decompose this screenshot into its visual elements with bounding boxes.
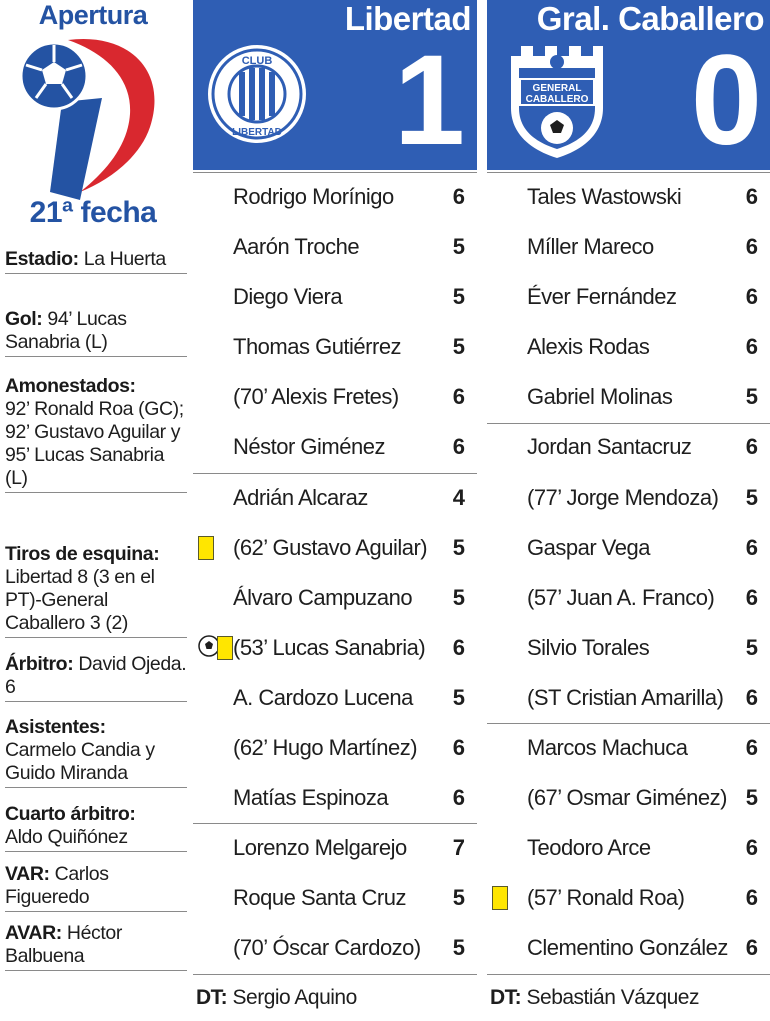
player-rating: 6 (745, 684, 758, 710)
home-team-score: 1 (393, 29, 465, 172)
home-team-crest (205, 42, 309, 151)
info-value: Carmelo Candia y Guido Miranda (5, 739, 155, 784)
info-label: AVAR: (5, 922, 62, 944)
player-row (487, 873, 770, 923)
info-label: Cuarto árbitro: (5, 803, 136, 825)
player-row (193, 923, 477, 973)
player-name: A. Cardozo Lucena (233, 684, 413, 710)
player-rating: 5 (452, 885, 465, 911)
away-team-name: Gral. Caballero (536, 0, 764, 37)
player-row (487, 372, 770, 422)
player-name: Teodoro Arce (527, 835, 651, 861)
player-name: Jordan Santacruz (527, 434, 692, 460)
player-rating: 5 (452, 334, 465, 360)
player-row (487, 322, 770, 372)
info-fourth-official (5, 803, 187, 852)
away-coach (490, 986, 699, 1010)
home-crest-bottom-text: LIBERTAD (232, 127, 282, 138)
player-row (487, 623, 770, 673)
player-rating: 5 (745, 634, 758, 660)
home-coach-name: Sergio Aquino (232, 986, 357, 1009)
away-crest-top-text: GENERAL (532, 83, 582, 94)
group-divider (193, 473, 477, 474)
player-row (487, 523, 770, 573)
player-name: (62’ Hugo Martínez) (233, 735, 418, 761)
group-divider (487, 723, 770, 724)
player-name: (70’ Alexis Fretes) (233, 384, 399, 410)
player-name: Alexis Rodas (527, 334, 650, 360)
info-value: Aldo Quiñónez (5, 826, 128, 848)
tournament-title: Apertura (38, 0, 148, 30)
player-rating: 5 (452, 935, 465, 961)
player-row (487, 422, 770, 472)
away-team-score: 0 (690, 29, 762, 172)
info-label: VAR: (5, 863, 50, 885)
player-row (193, 823, 477, 873)
player-row (487, 823, 770, 873)
away-team-header (487, 0, 770, 170)
player-name: Silvio Torales (527, 634, 650, 660)
player-rating: 5 (745, 484, 758, 510)
player-row (193, 723, 477, 773)
yellow-card-icon (217, 636, 233, 660)
info-stadium (5, 248, 187, 274)
info-cautions (5, 375, 187, 493)
away-coach-name: Sebastián Vázquez (526, 986, 699, 1009)
player-rating: 6 (745, 184, 758, 209)
player-rating: 6 (745, 284, 758, 310)
player-rating: 5 (452, 684, 465, 710)
player-name: Gabriel Molinas (527, 384, 673, 410)
player-name: Gaspar Vega (527, 534, 650, 560)
info-goal (5, 308, 187, 357)
player-row (487, 673, 770, 723)
info-value: Héctor Balbuena (5, 922, 122, 967)
player-name: (57’ Ronald Roa) (527, 885, 685, 911)
round-label: 21ª fecha (29, 196, 157, 229)
player-rating: 6 (745, 885, 758, 911)
tournament-logo (10, 32, 180, 204)
event-icons (492, 885, 508, 911)
player-row (487, 923, 770, 973)
group-divider (487, 172, 770, 173)
player-rating: 6 (745, 334, 758, 360)
player-rating: 6 (452, 434, 465, 460)
info-label: Amonestados: (5, 375, 136, 397)
info-label: Gol: (5, 308, 43, 330)
coach-label: DT: (196, 986, 228, 1009)
info-value: La Huerta (83, 248, 166, 270)
player-name: (70’ Óscar Cardozo) (233, 935, 421, 961)
home-coach (196, 986, 357, 1010)
group-divider (193, 172, 477, 173)
player-name: Éver Fernández (527, 284, 677, 310)
player-rating: 5 (745, 384, 758, 410)
player-name: Clementino González (527, 935, 728, 961)
player-row (487, 773, 770, 823)
player-rating: 6 (452, 785, 465, 811)
player-rating: 7 (452, 835, 465, 861)
player-name: (77’ Jorge Mendoza) (527, 484, 719, 510)
player-rating: 6 (452, 634, 465, 660)
player-row (193, 623, 477, 673)
player-rating: 5 (452, 284, 465, 310)
player-name: Rodrigo Morínigo (233, 184, 394, 209)
info-value: David Ojeda. 6 (5, 653, 187, 698)
player-rating: 5 (745, 785, 758, 811)
player-row (487, 272, 770, 322)
player-row (193, 422, 477, 472)
player-rating: 6 (745, 584, 758, 610)
group-divider (193, 974, 477, 975)
player-row (487, 473, 770, 523)
info-label: Estadio: (5, 248, 79, 270)
yellow-card-icon (198, 536, 214, 560)
player-rating: 6 (745, 434, 758, 460)
player-row (487, 723, 770, 773)
player-name: (53’ Lucas Sanabria) (233, 634, 426, 660)
info-value: Libertad 8 (3 en el PT)-General Caballero 3 (2) (5, 566, 155, 634)
player-row (193, 222, 477, 272)
info-avar (5, 922, 187, 971)
home-lineup (193, 172, 477, 974)
yellow-card-icon (492, 886, 508, 910)
info-label: Asistentes: (5, 716, 106, 738)
info-value: 94’ Lucas Sanabria (L) (5, 308, 127, 353)
player-name: Álvaro Campuzano (233, 584, 413, 610)
player-rating: 6 (745, 735, 758, 761)
coach-label: DT: (490, 986, 522, 1009)
group-divider (487, 974, 770, 975)
info-value: Carlos Figueredo (5, 863, 109, 908)
home-team-header (193, 0, 477, 170)
group-divider (487, 423, 770, 424)
player-row (193, 473, 477, 523)
player-row (193, 873, 477, 923)
info-corners (5, 543, 187, 638)
player-rating: 4 (452, 484, 465, 510)
player-name: Lorenzo Melgarejo (233, 835, 407, 861)
player-row (487, 573, 770, 623)
player-row (193, 372, 477, 422)
player-name: Roque Santa Cruz (233, 885, 406, 911)
player-name: Adrián Alcaraz (233, 484, 368, 510)
player-rating: 5 (452, 584, 465, 610)
event-icons (198, 635, 233, 661)
info-label: Tiros de esquina: (5, 543, 160, 565)
player-rating: 6 (452, 184, 465, 209)
player-name: Míller Mareco (527, 234, 654, 260)
info-label: Árbitro: (5, 653, 74, 675)
player-rating: 6 (452, 735, 465, 761)
player-row (487, 222, 770, 272)
player-name: (62’ Gustavo Aguilar) (233, 534, 428, 560)
player-rating: 5 (452, 234, 465, 260)
home-crest-top-text: CLUB (241, 55, 273, 67)
info-value: 92’ Ronald Roa (GC); 92’ Gustavo Aguilar y 95’ Lucas Sanabria (L) (5, 398, 184, 489)
player-name: Matías Espinoza (233, 785, 389, 811)
player-name: Aarón Troche (233, 234, 360, 260)
player-row (487, 172, 770, 222)
player-rating: 6 (745, 234, 758, 260)
home-team-name: Libertad (344, 0, 471, 37)
player-name: (57’ Juan A. Franco) (527, 584, 715, 610)
player-row (193, 523, 477, 573)
player-name: Tales Wastowski (527, 184, 682, 209)
player-row (193, 272, 477, 322)
away-crest-bottom-text: CABALLERO (525, 94, 589, 105)
player-rating: 5 (452, 534, 465, 560)
info-referee (5, 653, 187, 702)
info-var (5, 863, 187, 912)
player-rating: 6 (745, 534, 758, 560)
player-name: (67’ Osmar Giménez) (527, 785, 727, 811)
player-row (193, 322, 477, 372)
player-name: Diego Viera (233, 284, 343, 310)
player-name: Néstor Giménez (233, 434, 385, 460)
player-row (193, 773, 477, 823)
player-row (193, 673, 477, 723)
player-row (193, 573, 477, 623)
player-name: (ST Cristian Amarilla) (527, 684, 724, 710)
away-team-crest (505, 38, 609, 167)
player-rating: 6 (745, 835, 758, 861)
info-assistants (5, 716, 187, 788)
event-icons (198, 535, 214, 561)
player-name: Marcos Machuca (527, 735, 688, 761)
away-lineup (487, 172, 770, 974)
player-rating: 6 (745, 935, 758, 961)
group-divider (193, 823, 477, 824)
player-name: Thomas Gutiérrez (233, 334, 402, 360)
player-rating: 6 (452, 384, 465, 410)
player-row (193, 172, 477, 222)
